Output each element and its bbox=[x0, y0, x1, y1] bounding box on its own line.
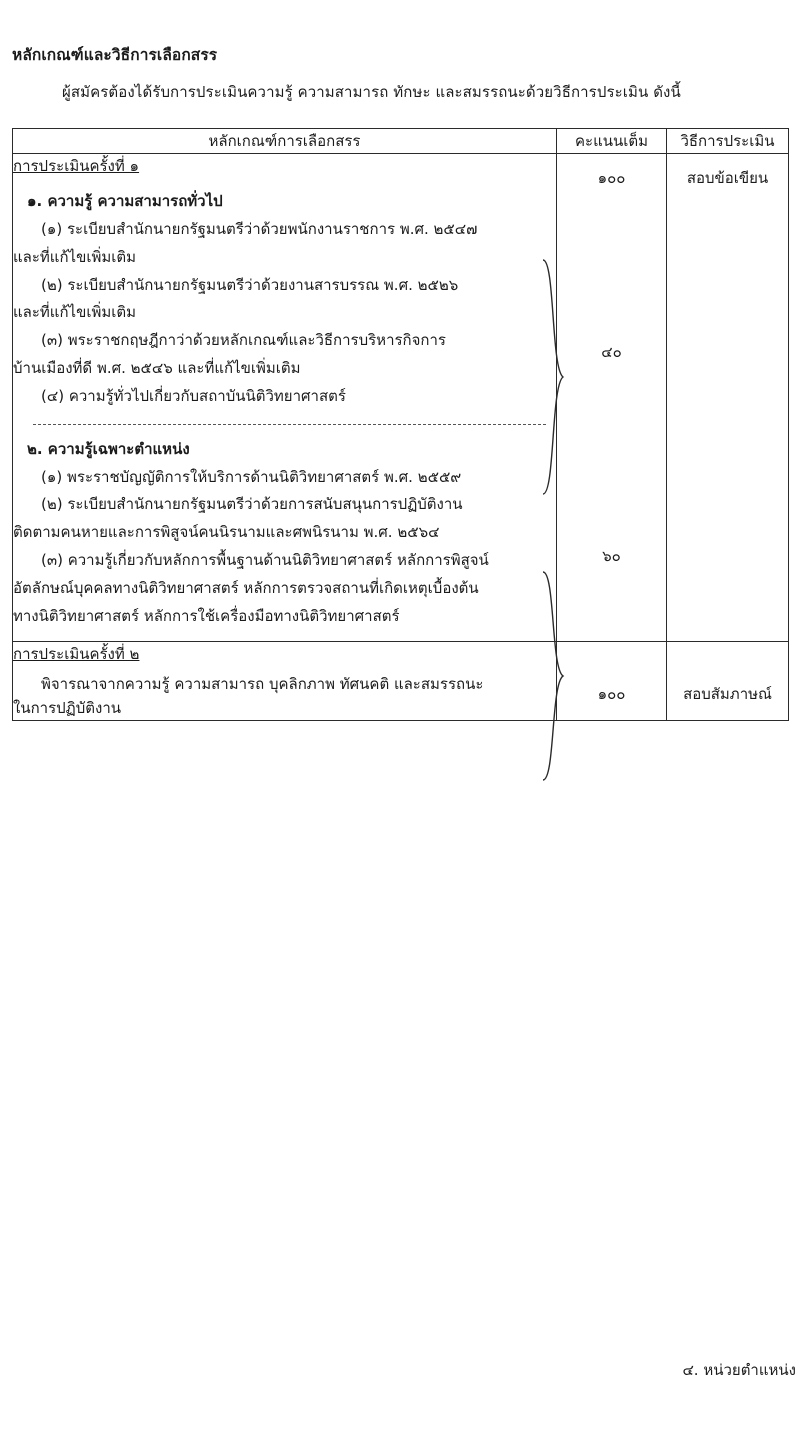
section-divider bbox=[33, 424, 546, 425]
page-subtitle: ผู้สมัครต้องได้รับการประเมินความรู้ ความสามารถ ทักษะ และสมรรถนะด้วยวิธีการประเมิน ดังนี้ bbox=[62, 83, 681, 101]
round1-criteria-cell bbox=[13, 154, 557, 642]
page-title: หลักเกณฑ์และวิธีการเลือกสรร bbox=[12, 46, 218, 64]
round1-title: การประเมินครั้งที่ ๑ bbox=[13, 157, 140, 175]
table-body bbox=[13, 154, 789, 721]
round1-total-score: ๑๐๐ bbox=[597, 169, 626, 187]
group1-item1-line1: (๑) ระเบียบสำนักนายกรัฐมนตรีว่าด้วยพนักงานราชการ พ.ศ. ๒๕๔๗ bbox=[41, 220, 478, 238]
group1-score: ๔๐ bbox=[601, 343, 622, 361]
round2-body-line1: พิจารณาจากความรู้ ความสามารถ บุคลิกภาพ ทัศนคติ และสมรรถนะ bbox=[41, 675, 484, 694]
footer-note: ๔. หน่วยตำแหน่ง bbox=[682, 1361, 796, 1379]
group1-item2-line2: และที่แก้ไขเพิ่มเติม bbox=[13, 303, 137, 322]
group1-item2-line1: (๒) ระเบียบสำนักนายกรัฐมนตรีว่าด้วยงานสารบรรณ พ.ศ. ๒๕๒๖ bbox=[41, 275, 459, 294]
group1-title: ๑. ความรู้ ความสามารถทั่วไป bbox=[27, 192, 223, 210]
group1-item3-line1: (๓) พระราชกฤษฎีกาว่าด้วยหลักเกณฑ์และวิธีการบริหารกิจการ bbox=[41, 331, 446, 350]
table-header bbox=[13, 129, 789, 154]
round2-title: การประเมินครั้งที่ ๒ bbox=[13, 645, 140, 664]
group1-item3-line2: บ้านเมืองที่ดี พ.ศ. ๒๕๔๖ และที่แก้ไขเพิ่มเติม bbox=[13, 358, 301, 377]
criteria-table bbox=[12, 128, 789, 721]
header-criteria: หลักเกณฑ์การเลือกสรร bbox=[13, 129, 557, 154]
group2-score: ๖๐ bbox=[602, 547, 621, 565]
group2-item3-line1: (๓) ความรู้เกี่ยวกับหลักการพื้นฐานด้านนิติวิทยาศาสตร์ หลักการพิสูจน์ bbox=[41, 550, 489, 569]
group2-item3-line3: ทางนิติวิทยาศาสตร์ หลักการใช้เครื่องมือทางนิติวิทยาศาสตร์ bbox=[13, 606, 400, 625]
header-score: คะแนนเต็ม bbox=[557, 129, 667, 154]
group1-item1-line2: และที่แก้ไขเพิ่มเติม bbox=[13, 247, 137, 266]
group2-item2-line1: (๒) ระเบียบสำนักนายกรัฐมนตรีว่าด้วยการสนับสนุนการปฏิบัติงาน bbox=[41, 495, 463, 514]
group2-item2-line2: ติดตามคนหายและการพิสูจน์คนนิรนามและศพนิรนาม พ.ศ. ๒๕๖๔ bbox=[13, 523, 440, 542]
group1-item4-line1: (๔) ความรู้ทั่วไปเกี่ยวกับสถาบันนิติวิทยาศาสตร์ bbox=[41, 386, 346, 405]
round2-method-cell: สอบสัมภาษณ์ bbox=[667, 642, 789, 721]
round1-method: สอบข้อเขียน bbox=[686, 169, 769, 187]
round2-body-line2: ในการปฏิบัติงาน bbox=[13, 698, 121, 717]
table-row-round2 bbox=[13, 642, 789, 721]
group2-title: ๒. ความรู้เฉพาะตำแหน่ง bbox=[27, 439, 190, 458]
table-header-row bbox=[13, 129, 789, 154]
table-row-round1 bbox=[13, 154, 789, 642]
round1-method-cell bbox=[667, 154, 789, 642]
round2-score-cell: ๑๐๐ bbox=[557, 642, 667, 721]
round1-score-cell bbox=[557, 154, 667, 642]
header-method: วิธีการประเมิน bbox=[667, 129, 789, 154]
round2-criteria-cell bbox=[13, 642, 557, 721]
group2-item1-line1: (๑) พระราชบัญญัติการให้บริการด้านนิติวิทยาศาสตร์ พ.ศ. ๒๕๕๙ bbox=[41, 467, 462, 486]
group2-item3-line2: อัตลักษณ์บุคคลทางนิติวิทยาศาสตร์ หลักการตรวจสถานที่เกิดเหตุเบื้องต้น bbox=[13, 578, 479, 597]
